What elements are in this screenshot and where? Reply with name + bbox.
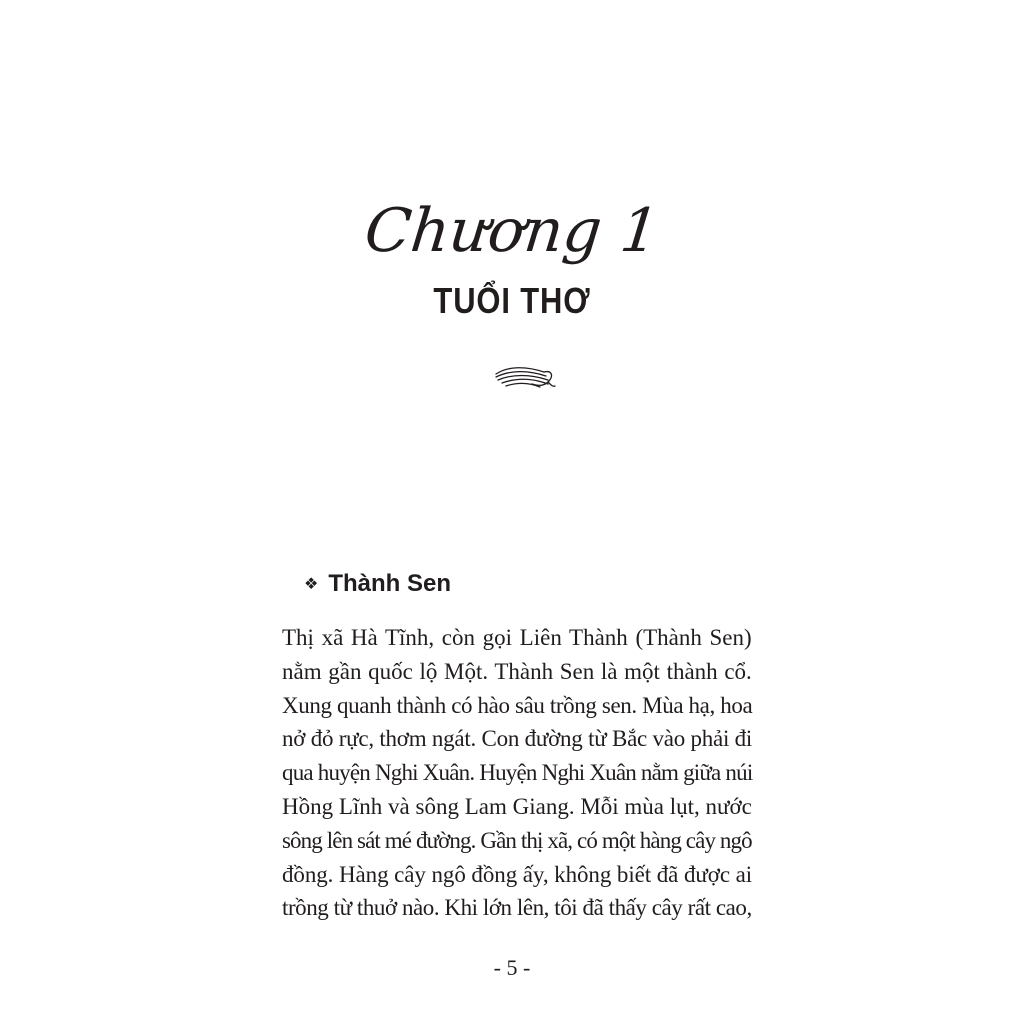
body-paragraph <box>282 621 752 925</box>
body-line: qua huyện Nghi Xuân. Huyện Nghi Xuân nằm giữa núi <box>282 760 753 786</box>
body-line: Xung quanh thành có hào sâu trồng sen. Mùa hạ, hoa <box>282 692 753 718</box>
body-line: nở đỏ rực, thơm ngát. Con đường từ Bắc vào phải đi <box>282 726 753 752</box>
feather-flourish-icon <box>492 362 556 392</box>
body-line: đồng. Hàng cây ngô đồng ấy, không biết đã được ai <box>282 861 753 887</box>
section-heading-text: Thành Sen <box>328 570 452 597</box>
body-line: trồng từ thuở nào. Khi lớn lên, tôi đã thấy cây rất cao, <box>282 895 752 921</box>
diamond-bullet-icon: ❖ <box>304 576 319 593</box>
body-line: sông lên sát mé đường. Gần thị xã, có một hàng cây ngô <box>282 827 752 853</box>
section-heading <box>304 570 451 598</box>
page-number: - 5 - <box>493 955 531 980</box>
chapter-number: Chương 1 <box>361 196 663 266</box>
chapter-title: TUỔI THƠ <box>433 280 591 321</box>
body-line: Hồng Lĩnh và sông Lam Giang. Mỗi mùa lụt, nước <box>282 793 752 819</box>
body-line: Thị xã Hà Tĩnh, còn gọi Liên Thành (Thành Sen) <box>282 625 752 650</box>
body-line: nằm gần quốc lộ Một. Thành Sen là một thành cổ. <box>282 658 752 684</box>
